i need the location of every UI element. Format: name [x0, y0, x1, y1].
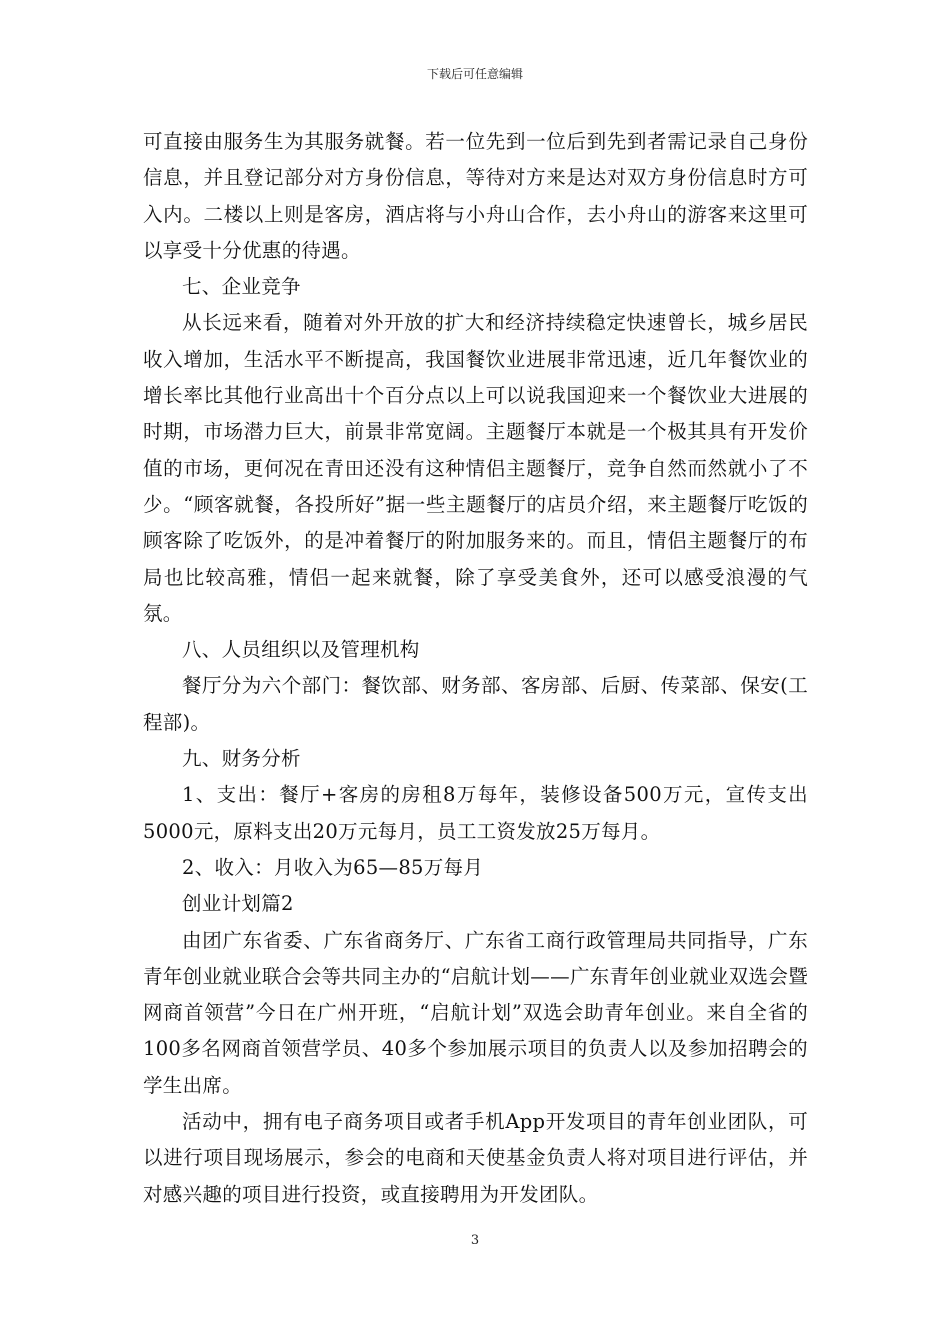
section-heading-competition: 七、企业竞争	[182, 275, 301, 299]
paragraph-competition: 从长远来看，随着对外开放的扩大和经济持续稳定快速曾长，城乡居民收入增加，生活水平不断提高，我国餐饮业进展非常迅速，近几年餐饮业的增长率比其他行业高出十个百分点以上可以说我国迎来一个餐饮业大进展的时期，市场潜力巨大，前景非常宽阔。主题餐厅本就是一个极其具有开发价值的市场，更何况在青田还没有这种情侣主题餐厅，竞争自然而然就小了不少。“顾客就餐，各投所好”据一些主题餐厅的店员介绍，来主题餐厅吃饭的顾客除了吃饭外，的是冲着餐厅的附加服务来的。而且，情侣主题餐厅的布局也比较高雅，情侣一起来就餐，除了享受美食外，还可以感受浪漫的气氛。	[143, 311, 808, 625]
paragraph-plan-2-intro: 由团广东省委、广东省商务厅、广东省工商行政管理局共同指导，广东青年创业就业联合会等共同主办的“启航计划——广东青年创业就业双选会暨网商首领营”今日在广州开班，“启航计划”双选会助青年创业。来自全省的100多名网商首领营学员、40多个参加展示项目的负责人以及参加招聘会的学生出席。	[143, 928, 808, 1097]
page-header: 下载后可任意编辑	[426, 67, 523, 81]
document-body	[143, 124, 808, 1213]
paragraph-plan-2-activity: 活动中，拥有电子商务项目或者手机App开发项目的青年创业团队，可以进行项目现场展示，参会的电商和天使基金负责人将对项目进行评估，并对感兴趣的项目进行投资，或直接聘用为开发团队。	[143, 1110, 808, 1206]
paragraph-expenses: 1、支出：餐厅+客房的房租8万每年，装修设备500万元，宣传支出5000元，原料支出20万元每月，员工工资发放25万每月。	[143, 783, 808, 843]
section-heading-organization: 八、人员组织以及管理机构	[182, 638, 420, 662]
section-heading-plan-2: 创业计划篇2	[182, 892, 294, 916]
paragraph-income: 2、收入：月收入为65—85万每月	[182, 855, 484, 879]
paragraph-organization: 餐厅分为六个部门：餐饮部、财务部、客房部、后厨、传菜部、保安(工程部)。	[143, 674, 808, 734]
section-heading-finance: 九、财务分析	[182, 747, 301, 771]
paragraph-continuation: 可直接由服务生为其服务就餐。若一位先到一位后到先到者需记录自己身份信息，并且登记部分对方身份信息，等待对方来是达对双方身份信息时方可入内。二楼以上则是客房，酒店将与小舟山合作，去小舟山的游客来这里可以享受十分优惠的待遇。	[143, 130, 808, 262]
page-number: 3	[470, 1233, 480, 1248]
